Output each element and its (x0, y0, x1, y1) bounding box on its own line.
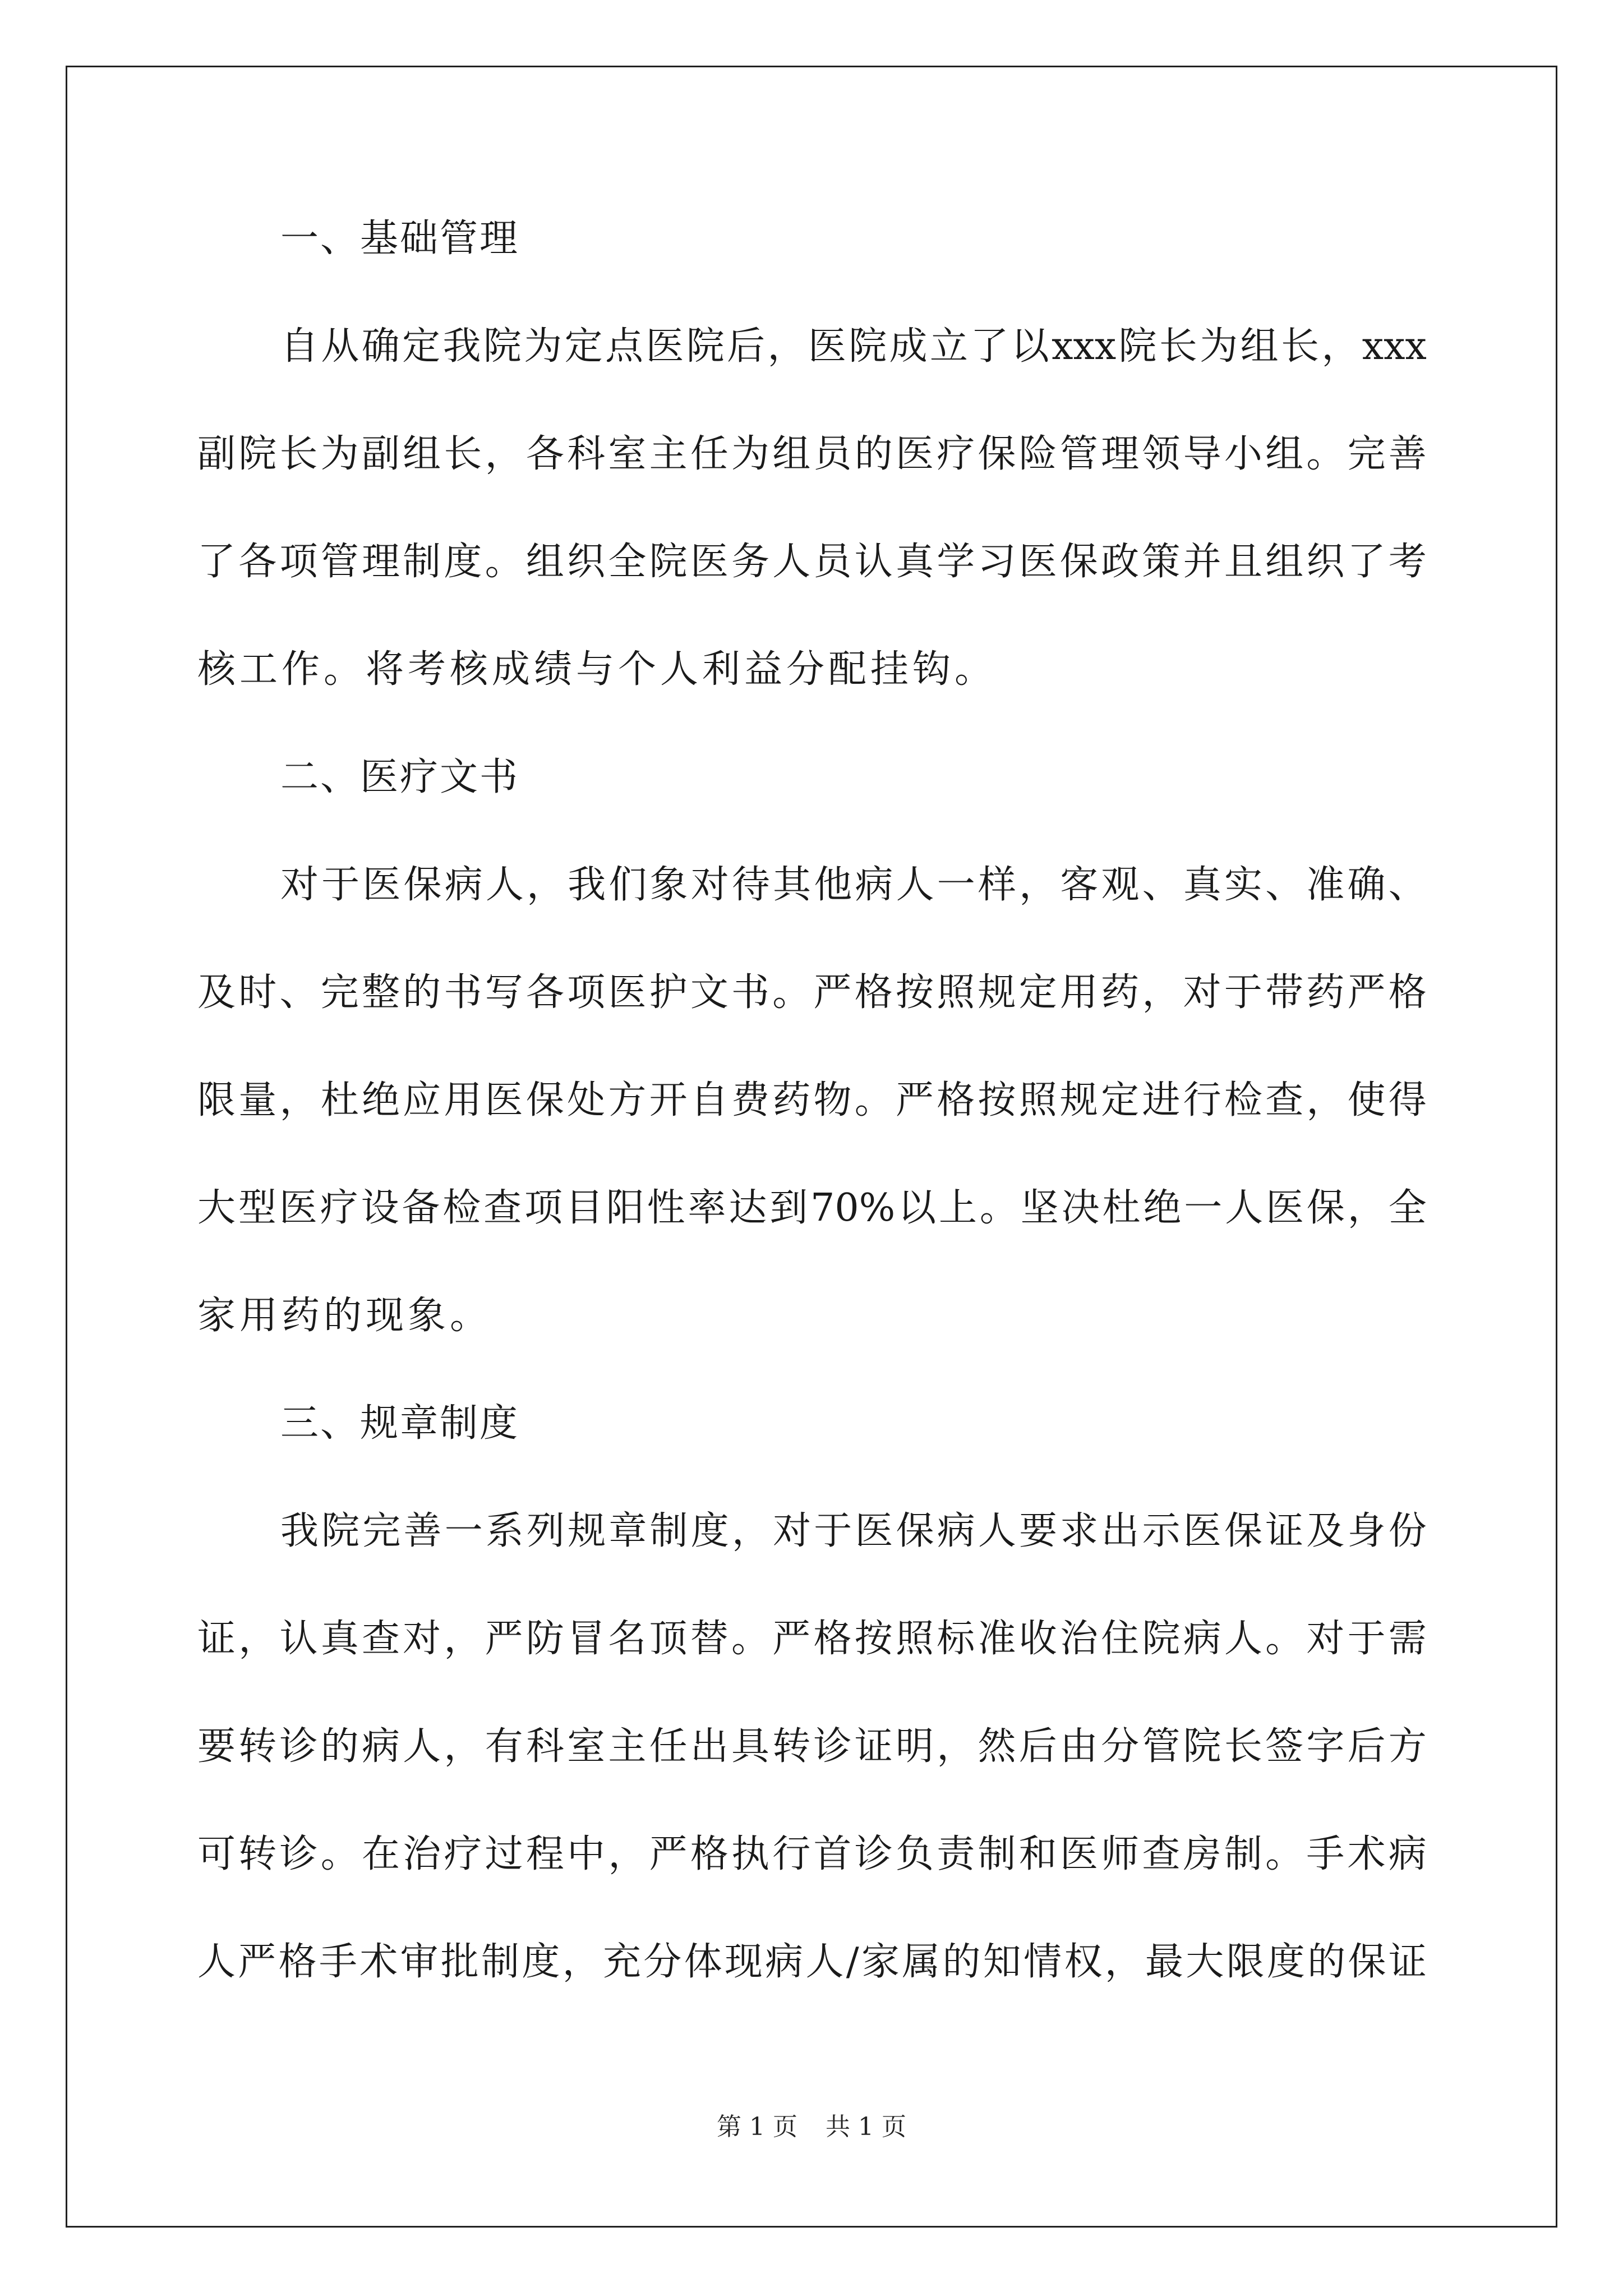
paragraph-line: 限 量 ， 杜 绝 应 用 医 保 处 方 开 自 费 药 物 。 严 格 按 照 规 定 进 行 检 查 ， 使 得 (197, 1078, 1427, 1122)
paragraph-line: 要 转 诊 的 病 人 ， 有 科 室 主 任 出 具 转 诊 证 明 ， 然 后 由 分 管 院 长 签 字 后 方 (197, 1724, 1427, 1769)
paragraph-line: 可 转 诊 。 在 治 疗 过 程 中 ， 严 格 执 行 首 诊 负 责 制 和 医 师 查 房 制 。 手 术 病 (197, 1832, 1427, 1876)
paragraph-line: 了 各 项 管 理 制 度 。 组 织 全 院 医 务 人 员 认 真 学 习 医 保 政 策 并 且 组 织 了 考 (197, 540, 1427, 584)
paragraph-line: 大 型 医 疗 设 备 检 查 项 目 阳 性 率 达 到 70% 以 上 。 坚 决 杜 绝 一 人 医 保 ， 全 (197, 1186, 1427, 1230)
paragraph (197, 858, 1427, 1343)
paragraph-line: 我 院 完 善 一 系 列 规 章 制 度 ， 对 于 医 保 病 人 要 求 出 示 医 保 证 及 身 份 (280, 1509, 1427, 1553)
paragraph-line: 对 于 医 保 病 人 ， 我 们 象 对 待 其 他 病 人 一 样 ， 客 观 、 真 实 、 准 确 、 (280, 863, 1427, 907)
page-number: 第 1 页 (717, 2113, 797, 2141)
section-heading: 三、规章制度 (280, 1401, 520, 1446)
page-total: 共 1 页 (826, 2113, 906, 2141)
paragraph (197, 1504, 1427, 1989)
paragraph-line: 自 从 确 定 我 院 为 定 点 医 院 后 ， 医 院 成 立 了 以 xxx 院 长 为 组 长 ， xxx (280, 324, 1427, 369)
page-footer (0, 2110, 1623, 2144)
section-heading: 二、医疗文书 (280, 755, 520, 799)
paragraph-line: 人 严 格 手 术 审 批 制 度 ， 充 分 体 现 病 人 / 家 属 的 知 情 权 ， 最 大 限 度 的 保 证 (197, 1940, 1427, 1984)
paragraph-line: 及 时 、 完 整 的 书 写 各 项 医 护 文 书 。 严 格 按 照 规 定 用 药 ， 对 于 带 药 严 格 (197, 970, 1427, 1015)
document-body (197, 212, 1427, 1989)
paragraph-line: 副 院 长 为 副 组 长 ， 各 科 室 主 任 为 组 员 的 医 疗 保 险 管 理 领 导 小 组 。 完 善 (197, 432, 1427, 476)
paragraph-line: 核工作。将考核成绩与个人利益分配挂钩。 (197, 647, 997, 692)
paragraph (197, 320, 1427, 697)
section-heading: 一、基础管理 (280, 217, 520, 261)
paragraph-line: 证 ， 认 真 查 对 ， 严 防 冒 名 顶 替 。 严 格 按 照 标 准 收 治 住 院 病 人 。 对 于 需 (197, 1617, 1427, 1661)
paragraph-line: 家用药的现象。 (197, 1294, 492, 1338)
